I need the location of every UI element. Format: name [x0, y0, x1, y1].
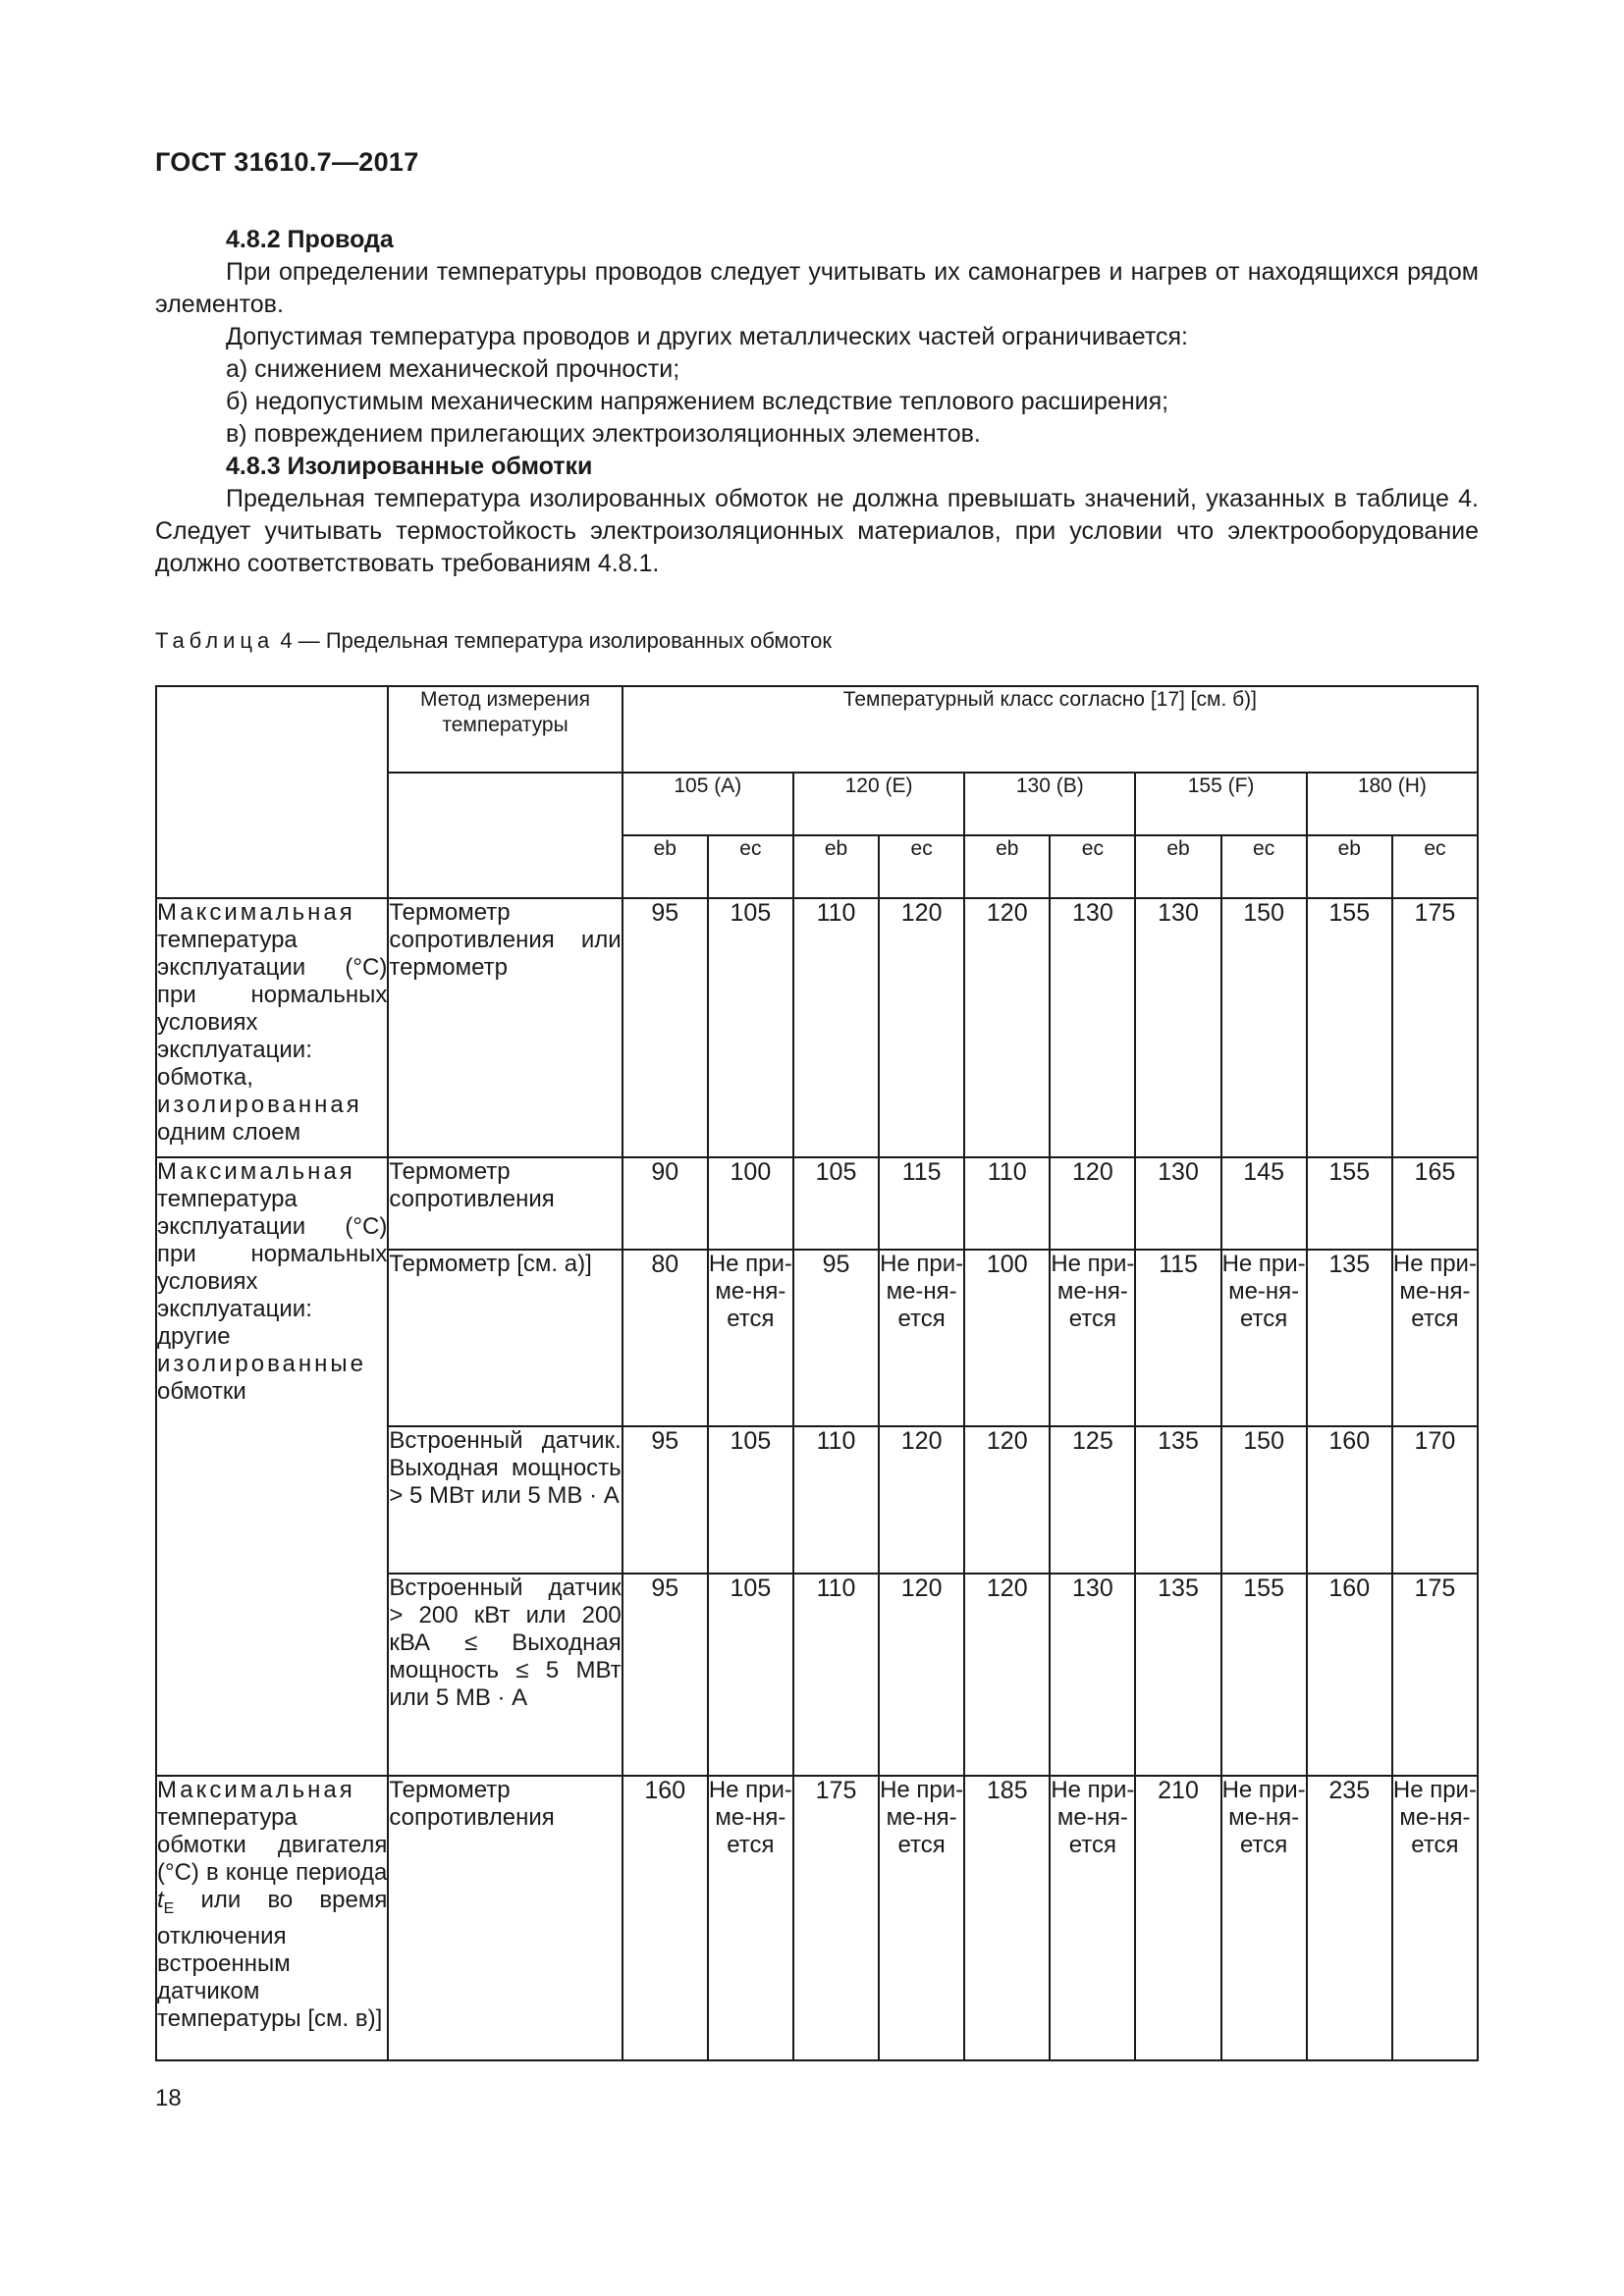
value-cell: 175 — [1392, 898, 1478, 1157]
value-cell: 175 — [1392, 1574, 1478, 1776]
value-cell: 115 — [879, 1157, 964, 1250]
value-cell: 130 — [1135, 1157, 1220, 1250]
value-cell: 135 — [1135, 1574, 1220, 1776]
row-label-rest: температура эксплуатации (°C) при нормальных условиях эксплуатации: другие — [157, 1186, 388, 1350]
value-cell: 120 — [964, 1574, 1050, 1776]
row-label-first: Максимальная — [157, 899, 355, 926]
value-cell: 155 — [1221, 1574, 1307, 1776]
sub-header: ec — [1221, 835, 1307, 898]
not-applicable-cell — [1050, 1250, 1135, 1426]
method-cell: Термометр [см. а)] — [388, 1250, 622, 1426]
table-caption-label: Таблица — [155, 628, 275, 653]
value-cell: 95 — [793, 1250, 879, 1426]
row-label-t: t — [157, 1887, 164, 1913]
row-label-first: Максимальная — [157, 1158, 355, 1185]
class-180: 180 (H) — [1307, 773, 1478, 835]
section-482-para2: Допустимая температура проводов и других металлических частей ограничивается: — [226, 323, 1188, 350]
value-cell: 100 — [708, 1157, 793, 1250]
not-applicable-cell — [1221, 1776, 1307, 2060]
list-item-c: в) повреждением прилегающих электроизоляционных элементов. — [226, 420, 981, 448]
sub-header: eb — [964, 835, 1050, 898]
value-cell: 150 — [1221, 898, 1307, 1157]
value-cell: 105 — [793, 1157, 879, 1250]
section-482-para1: При определении температуры проводов следует учитывать их самонагрев и нагрев от находящихся рядом элементов. — [155, 258, 1479, 318]
value-cell: 95 — [623, 1574, 708, 1776]
value-cell: 100 — [964, 1250, 1050, 1426]
value-cell: 110 — [793, 1574, 879, 1776]
value-cell: 110 — [793, 898, 879, 1157]
value-cell: 110 — [793, 1426, 879, 1574]
value-cell: 235 — [1307, 1776, 1392, 2060]
sub-header: ec — [708, 835, 793, 898]
row-label-spaced: изолированные — [157, 1351, 366, 1377]
value-cell: 105 — [708, 898, 793, 1157]
row-label-spaced: изолированная — [157, 1092, 362, 1118]
not-applicable-text: Не при-ме-ня-ется — [1051, 1777, 1135, 1858]
sub-header: eb — [1135, 835, 1220, 898]
page-number: 18 — [155, 2085, 182, 2111]
value-cell: 95 — [623, 898, 708, 1157]
method-cell: Встроенный датчик > 200 кВт или 200 кВА ≤ Выходная мощность ≤ 5 МВт или 5 МВ · А — [388, 1574, 622, 1776]
not-applicable-cell — [1392, 1250, 1478, 1426]
not-applicable-text: Не при-ме-ня-ется — [1051, 1251, 1135, 1332]
value-cell: 165 — [1392, 1157, 1478, 1250]
value-cell: 120 — [879, 1574, 964, 1776]
row-label-group3 — [156, 1776, 388, 2060]
value-cell: 160 — [623, 1776, 708, 2060]
value-cell: 145 — [1221, 1157, 1307, 1250]
class-120: 120 (E) — [793, 773, 964, 835]
not-applicable-cell — [879, 1776, 964, 2060]
value-cell: 160 — [1307, 1426, 1392, 1574]
value-cell: 210 — [1135, 1776, 1220, 2060]
value-cell: 110 — [964, 1157, 1050, 1250]
row-label-end: одним слоем — [157, 1119, 301, 1146]
not-applicable-cell — [1221, 1250, 1307, 1426]
not-applicable-cell — [708, 1776, 793, 2060]
row-label-group2 — [156, 1157, 388, 1776]
value-cell: 160 — [1307, 1574, 1392, 1776]
table-corner-cell — [156, 686, 388, 898]
value-cell: 130 — [1050, 1574, 1135, 1776]
not-applicable-cell — [708, 1250, 793, 1426]
table-caption — [155, 628, 832, 654]
value-cell: 120 — [879, 1426, 964, 1574]
row-label-group1 — [156, 898, 388, 1157]
sub-header: ec — [1050, 835, 1135, 898]
table-caption-text: 4 — Предельная температура изолированных обмоток — [274, 628, 832, 653]
row-label-sub: E — [163, 1899, 175, 1917]
not-applicable-text: Не при-ме-ня-ется — [1221, 1251, 1306, 1332]
not-applicable-text: Не при-ме-ня-ется — [1221, 1777, 1306, 1858]
value-cell: 90 — [623, 1157, 708, 1250]
row-label-a: температура обмотки двигателя (°C) в конце периода — [157, 1804, 388, 1886]
body-text — [155, 224, 1479, 580]
sub-header: eb — [793, 835, 879, 898]
method-cell: Встроенный датчик. Выходная мощность > 5 МВт или 5 МВ · А — [388, 1426, 622, 1574]
not-applicable-text: Не при-ме-ня-ется — [1392, 1251, 1477, 1332]
class-105: 105 (A) — [623, 773, 793, 835]
value-cell: 185 — [964, 1776, 1050, 2060]
value-cell: 130 — [1135, 898, 1220, 1157]
row-label-first: Максимальная — [157, 1777, 355, 1803]
method-cell: Термометр сопротивления — [388, 1157, 622, 1250]
not-applicable-text: Не при-ме-ня-ется — [708, 1777, 792, 1858]
value-cell: 155 — [1307, 1157, 1392, 1250]
value-cell: 135 — [1307, 1250, 1392, 1426]
value-cell: 125 — [1050, 1426, 1135, 1574]
value-cell: 120 — [964, 1426, 1050, 1574]
class-header: Температурный класс согласно [17] [см. б)] — [623, 686, 1478, 773]
value-cell: 170 — [1392, 1426, 1478, 1574]
not-applicable-cell — [879, 1250, 964, 1426]
method-header-empty — [388, 773, 622, 898]
list-item-a: а) снижением механической прочности; — [226, 355, 680, 383]
list-item-b: б) недопустимым механическим напряжением вследствие теплового расширения; — [226, 388, 1169, 415]
section-483-para1: Предельная температура изолированных обмоток не должна превышать значений, указанных в таблице 4. Следует учитывать термостойкость электроизоляционных материалов, при условии что электрооборудование должно соответствовать требованиям 4.8.1. — [155, 485, 1479, 577]
class-130: 130 (B) — [964, 773, 1135, 835]
value-cell: 135 — [1135, 1426, 1220, 1574]
section-482-title: 4.8.2 Провода — [226, 226, 394, 253]
row-label-b: или во время отключения встроенным датчиком температуры [см. в)] — [157, 1887, 388, 2032]
value-cell: 120 — [879, 898, 964, 1157]
sub-header: ec — [879, 835, 964, 898]
value-cell: 105 — [708, 1574, 793, 1776]
not-applicable-text: Не при-ме-ня-ется — [1392, 1777, 1477, 1858]
not-applicable-text: Не при-ме-ня-ется — [880, 1251, 964, 1332]
sub-header: eb — [623, 835, 708, 898]
value-cell: 175 — [793, 1776, 879, 2060]
class-155: 155 (F) — [1135, 773, 1306, 835]
not-applicable-text: Не при-ме-ня-ется — [880, 1777, 964, 1858]
value-cell: 120 — [1050, 1157, 1135, 1250]
value-cell: 130 — [1050, 898, 1135, 1157]
method-cell: Термометр сопротивления или термометр — [388, 898, 622, 1157]
section-483-title: 4.8.3 Изолированные обмотки — [226, 453, 593, 480]
value-cell: 95 — [623, 1426, 708, 1574]
value-cell: 150 — [1221, 1426, 1307, 1574]
value-cell: 120 — [964, 898, 1050, 1157]
not-applicable-cell — [1050, 1776, 1135, 2060]
value-cell: 115 — [1135, 1250, 1220, 1426]
temperature-table — [155, 685, 1479, 2061]
value-cell: 155 — [1307, 898, 1392, 1157]
not-applicable-cell — [1392, 1776, 1478, 2060]
method-header: Метод измерения температуры — [388, 686, 622, 773]
not-applicable-text: Не при-ме-ня-ется — [708, 1251, 792, 1332]
value-cell: 80 — [623, 1250, 708, 1426]
sub-header: eb — [1307, 835, 1392, 898]
row-label-end: обмотки — [157, 1378, 246, 1405]
row-label-rest: температура эксплуатации (°C) при нормальных условиях эксплуатации: обмотка, — [157, 927, 388, 1091]
method-cell: Термометр сопротивления — [388, 1776, 622, 2060]
value-cell: 105 — [708, 1426, 793, 1574]
sub-header: ec — [1392, 835, 1478, 898]
document-header: ГОСТ 31610.7—2017 — [155, 147, 419, 177]
